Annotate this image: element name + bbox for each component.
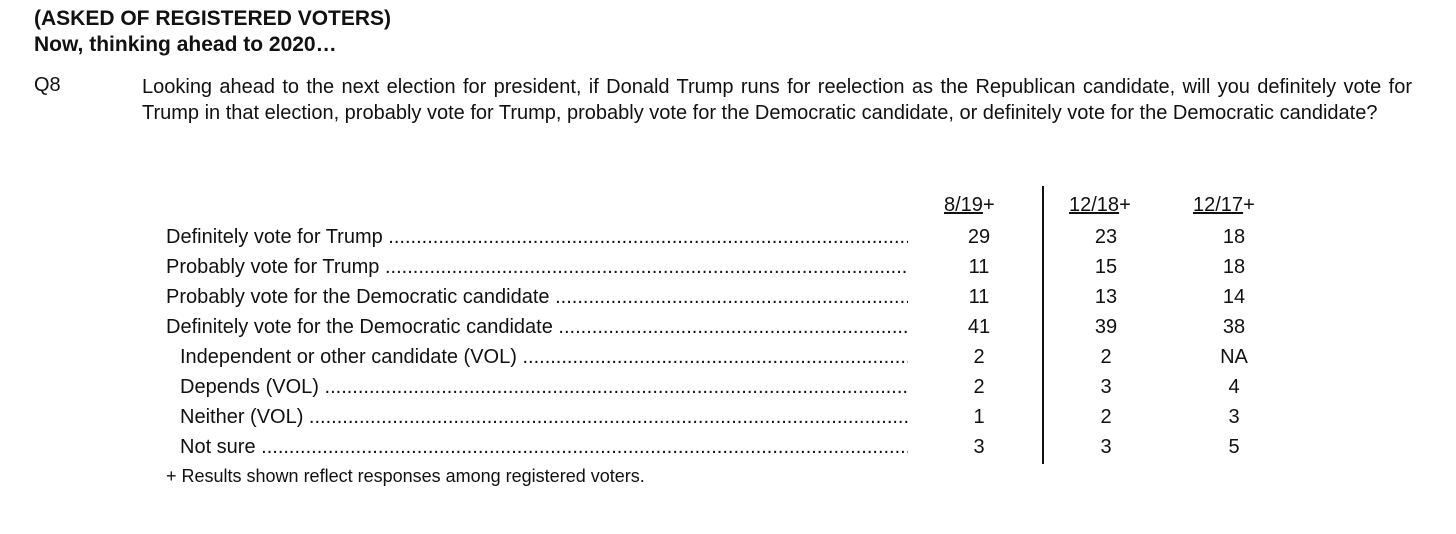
cell-value: 18 — [1222, 256, 1246, 278]
column-header-2: 12/18+ — [1069, 194, 1131, 216]
header-line-2: Now, thinking ahead to 2020… — [34, 33, 337, 56]
cell-value: 38 — [1222, 316, 1246, 338]
section-header — [34, 6, 391, 58]
cell-value: 39 — [1094, 316, 1118, 338]
question-text: Looking ahead to the next election for president, if Donald Trump runs for reelection as the Republican candidate, will you definitely vote for Trump in that election, probably vote for Trump, probably vote for the Democratic candidate, or definitely vote for the Democratic candidate? — [142, 76, 1412, 124]
cell-value: 2 — [973, 346, 985, 368]
row-label: Definitely vote for the Democratic candidate ..... — [166, 312, 908, 342]
cell-value: 3 — [1100, 376, 1112, 398]
column-header-1: 8/19+ — [944, 194, 995, 216]
cell-value: 3 — [973, 436, 985, 458]
cell-value: 11 — [968, 256, 990, 278]
cell-value: 3 — [1228, 406, 1240, 428]
cell-value: 15 — [1094, 256, 1118, 278]
cell-value: 2 — [973, 376, 985, 398]
row-label: Probably vote for the Democratic candidate ..... — [166, 282, 908, 312]
row-label: Probably vote for Trump ..... — [166, 252, 908, 282]
row-label: Depends (VOL) ..... — [166, 372, 908, 402]
cell-value: 23 — [1094, 226, 1118, 248]
column-header-3: 12/17+ — [1193, 194, 1255, 216]
column-divider — [1042, 186, 1044, 464]
footnote: + Results shown reflect responses among registered voters. — [166, 466, 645, 486]
cell-value: 29 — [967, 226, 991, 248]
cell-value: NA — [1220, 346, 1248, 368]
cell-value: 18 — [1222, 226, 1246, 248]
row-label: Neither (VOL) ..... — [166, 402, 908, 432]
cell-value: 41 — [967, 316, 991, 338]
cell-value: 4 — [1228, 376, 1240, 398]
row-label: Not sure ..... — [166, 432, 908, 462]
cell-value: 5 — [1228, 436, 1240, 458]
cell-value: 2 — [1100, 346, 1112, 368]
cell-value: 13 — [1094, 286, 1118, 308]
cell-value: 3 — [1100, 436, 1112, 458]
question-number: Q8 — [34, 74, 61, 96]
cell-value: 1 — [973, 406, 985, 428]
row-label: Definitely vote for Trump ..... — [166, 222, 908, 252]
header-line-1: (ASKED OF REGISTERED VOTERS) — [34, 7, 392, 30]
cell-value: 11 — [968, 286, 990, 308]
row-label: Independent or other candidate (VOL) ..... — [166, 342, 908, 372]
cell-value: 2 — [1100, 406, 1112, 428]
cell-value: 14 — [1222, 286, 1246, 308]
